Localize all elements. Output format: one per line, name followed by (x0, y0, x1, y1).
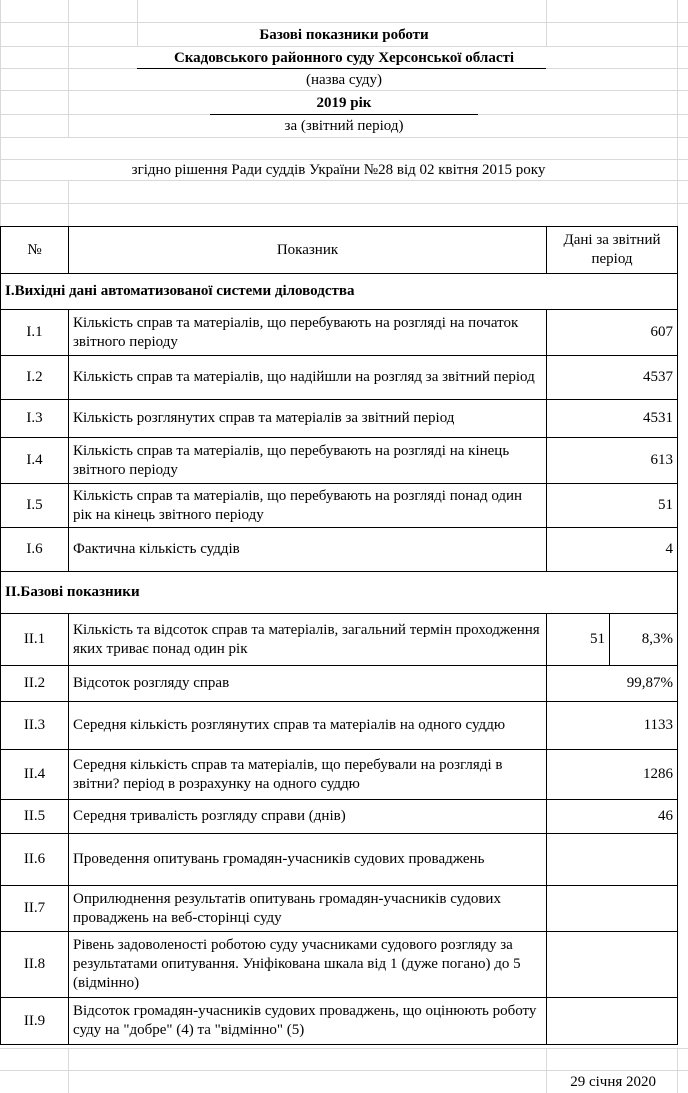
row-number: II.7 (1, 886, 69, 932)
report-period-caption: за (звітний період) (284, 118, 404, 134)
row-indicator: Середня кількість розглянутих справ та матеріалів на одного суддю (69, 702, 547, 750)
row-value: 607 (547, 310, 678, 356)
row-value: 99,87% (547, 666, 678, 702)
column-header-indicator: Показник (69, 227, 547, 274)
gridline (677, 1048, 678, 1093)
table-row (1, 400, 678, 438)
gridline (0, 203, 688, 204)
row-number: II.9 (1, 998, 69, 1045)
row-number: II.6 (1, 834, 69, 886)
row-indicator: Кількість справ та матеріалів, що перебувають на розгляді на початок звітного періоду (69, 310, 547, 356)
row-number: I.3 (1, 400, 69, 438)
row-number: II.5 (1, 800, 69, 834)
row-number: II.1 (1, 614, 69, 666)
row-indicator: Кількість справ та матеріалів, що перебувають на розгляді понад один рік на кінець звітного періоду (69, 484, 547, 528)
table-row (1, 834, 678, 886)
report-date: 29 січня 2020 (570, 1074, 656, 1090)
row-value: 1133 (547, 702, 678, 750)
section-row (1, 572, 678, 614)
table-row (1, 484, 678, 528)
row-indicator: Кількість справ та матеріалів, що перебувають на розгляді на кінець звітного періоду (69, 438, 547, 484)
court-name-underline (137, 68, 546, 69)
row-number: II.2 (1, 666, 69, 702)
row-indicator: Рівень задоволеності роботою суду учасниками судового розгляду за результатами опитування. Уніфікована шкала від 1 (дуже погано) до 5 (відмінно) (69, 932, 547, 998)
court-name-caption: (назва суду) (305, 72, 383, 88)
row-indicator: Проведення опитувань громадян-учасників судових проваджень (69, 834, 547, 886)
indicators-table (0, 226, 678, 1045)
row-value (547, 932, 678, 998)
row-value: 4531 (547, 400, 678, 438)
report-year-underline (210, 114, 478, 115)
section-row (1, 274, 678, 310)
table-row (1, 750, 678, 800)
row-indicator: Середня тривалість розгляду справи (днів) (69, 800, 547, 834)
row-number: I.5 (1, 484, 69, 528)
row-value (547, 886, 678, 932)
court-name: Скадовського районного суду Херсонської області (173, 50, 515, 66)
row-value (547, 834, 678, 886)
column-header-number: № (1, 227, 69, 274)
gridline (0, 90, 688, 91)
row-number: I.4 (1, 438, 69, 484)
table-row (1, 702, 678, 750)
gridline (0, 46, 688, 47)
gridline (68, 180, 69, 226)
row-value: 613 (547, 438, 678, 484)
table-row (1, 998, 678, 1045)
header-title: Базові показники роботи (259, 27, 429, 43)
gridline (546, 1048, 547, 1093)
row-number: II.3 (1, 702, 69, 750)
row-indicator: Середня кількість справ та матеріалів, що перебували на розгляді в звітни? період в розрахунку на одного суддю (69, 750, 547, 800)
row-number: I.2 (1, 356, 69, 400)
table-row (1, 438, 678, 484)
report-year: 2019 рік (316, 95, 372, 111)
gridline (68, 1048, 69, 1093)
table-row (1, 800, 678, 834)
section-1-title: I.Вихідні дані автоматизованої системи діловодства (1, 274, 678, 310)
row-number: II.4 (1, 750, 69, 800)
row-indicator: Відсоток розгляду справ (69, 666, 547, 702)
row-indicator: Кількість розглянутих справ та матеріалів за звітний період (69, 400, 547, 438)
table-row (1, 932, 678, 998)
column-header-value: Дані за звітний період (547, 227, 678, 274)
row-value-percent: 8,3% (610, 614, 678, 666)
table-row (1, 886, 678, 932)
row-indicator: Оприлюднення результатів опитувань громадян-учасників судових проваджень на веб-сторінці суду (69, 886, 547, 932)
row-indicator: Відсоток громадян-учасників судових проваджень, що оцінюють роботу суду на "добре" (4) та "відмінно" (5) (69, 998, 547, 1045)
gridline (0, 1070, 688, 1071)
row-indicator: Фактична кількість суддів (69, 528, 547, 572)
row-number: I.6 (1, 528, 69, 572)
table-row (1, 356, 678, 400)
row-indicator: Кількість справ та матеріалів, що надійшли на розгляд за звітний період (69, 356, 547, 400)
section-2-title: II.Базові показники (1, 572, 678, 614)
table-row (1, 666, 678, 702)
row-value: 4 (547, 528, 678, 572)
row-indicator: Кількість та відсоток справ та матеріалів, загальний термін проходження яких триває понад один рік (69, 614, 547, 666)
gridline (0, 137, 688, 138)
row-number: II.8 (1, 932, 69, 998)
row-value-count: 51 (547, 614, 610, 666)
gridline (0, 1048, 688, 1049)
gridline (0, 22, 688, 23)
row-value (547, 998, 678, 1045)
row-number: I.1 (1, 310, 69, 356)
row-value: 51 (547, 484, 678, 528)
table-row (1, 528, 678, 572)
row-value: 46 (547, 800, 678, 834)
table-row (1, 614, 678, 666)
row-value: 4537 (547, 356, 678, 400)
decision-reference: згідно рішення Ради суддів України №28 від 02 квітня 2015 року (131, 162, 546, 178)
table-row (1, 310, 678, 356)
table-header-row (1, 227, 678, 274)
row-value: 1286 (547, 750, 678, 800)
gridline (0, 180, 688, 181)
